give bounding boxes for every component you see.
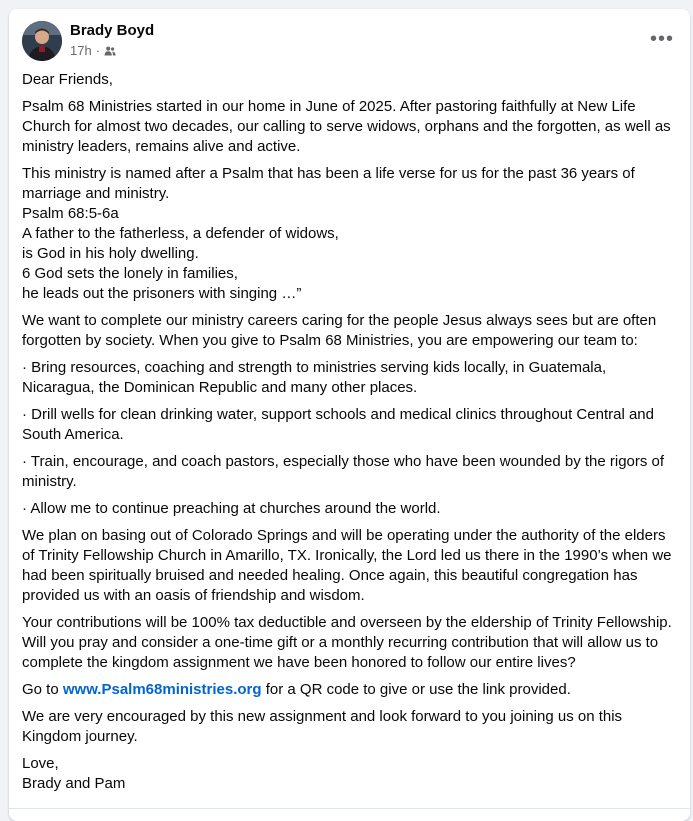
bullet-preaching: · Allow me to continue preaching at churches around the world. — [22, 500, 441, 517]
bullet-wells: · Drill wells for clean drinking water, support schools and medical clinics throughout Central and South America. — [22, 406, 654, 443]
link-suffix: for a QR code to give or use the link provided. — [261, 681, 571, 698]
greeting: Dear Friends, — [22, 71, 113, 88]
post-body — [22, 70, 682, 801]
avatar[interactable] — [22, 21, 62, 61]
paragraph-plans: We plan on basing out of Colorado Springs and will be operating under the authority of the elders of Trinity Fellowship Church in Amarillo, TX. Ironically, the Lord led us there in the 1990’s when we had been spiritually bruised and needed healing. Once again, this beautiful congregation has provided us with an oasis of friendship and wisdom. — [22, 527, 672, 604]
post-header — [9, 9, 690, 67]
closing-signature: Love, Brady and Pam — [22, 755, 126, 792]
meta-separator: · — [95, 43, 101, 58]
footer-divider — [9, 808, 690, 809]
paragraph-encouraged: We are very encouraged by this new assignment and look forward to you joining us on this Kingdom journey. — [22, 708, 623, 745]
bullet-pastors: · Train, encourage, and coach pastors, especially those who have been wounded by the rigors of ministry. — [22, 453, 665, 490]
link-prefix: Go to — [22, 681, 63, 698]
author-name[interactable]: Brady Boyd — [70, 22, 155, 39]
paragraph-mission: We want to complete our ministry careers caring for the people Jesus always sees but are often forgotten by society. When you give to Psalm 68 Ministries, you are empowering our team to: — [22, 312, 657, 349]
paragraph-contributions: Your contributions will be 100% tax deductible and overseen by the eldership of Trinity Fellowship. Will you pray and consider a one-time gift or a monthly recurring contribution that will allow us to complete the kingdom assignment we have been honored to follow our entire lives? — [22, 614, 672, 671]
ministry-link[interactable]: www.Psalm68ministries.org — [62, 681, 262, 698]
post-card — [9, 9, 690, 821]
paragraph-link — [22, 680, 682, 700]
avatar-image — [22, 21, 62, 61]
paragraph-intro: Psalm 68 Ministries started in our home in June of 2025. After pastoring faithfully at New Life Church for almost two decades, our calling to serve widows, orphans and the forgotten, as well as ministry leaders, remains alive and active. — [22, 98, 671, 155]
post-meta — [70, 43, 116, 58]
more-options-icon[interactable]: ••• — [650, 27, 675, 50]
bullet-resources: · Bring resources, coaching and strength to ministries serving kids locally, in Guatemala, Nicaragua, the Dominican Republic and many other places. — [22, 359, 607, 396]
paragraph-psalm: This ministry is named after a Psalm that has been a life verse for us for the past 36 years of marriage and ministry. Psalm 68:5-6a A father to the fatherless, a defender of widows, is God in his holy dwelling. 6 God sets the lonely in families, he leads out the prisoners with singing …” — [22, 165, 635, 302]
friends-icon[interactable] — [104, 45, 116, 57]
post-time[interactable]: 17h — [70, 43, 92, 58]
